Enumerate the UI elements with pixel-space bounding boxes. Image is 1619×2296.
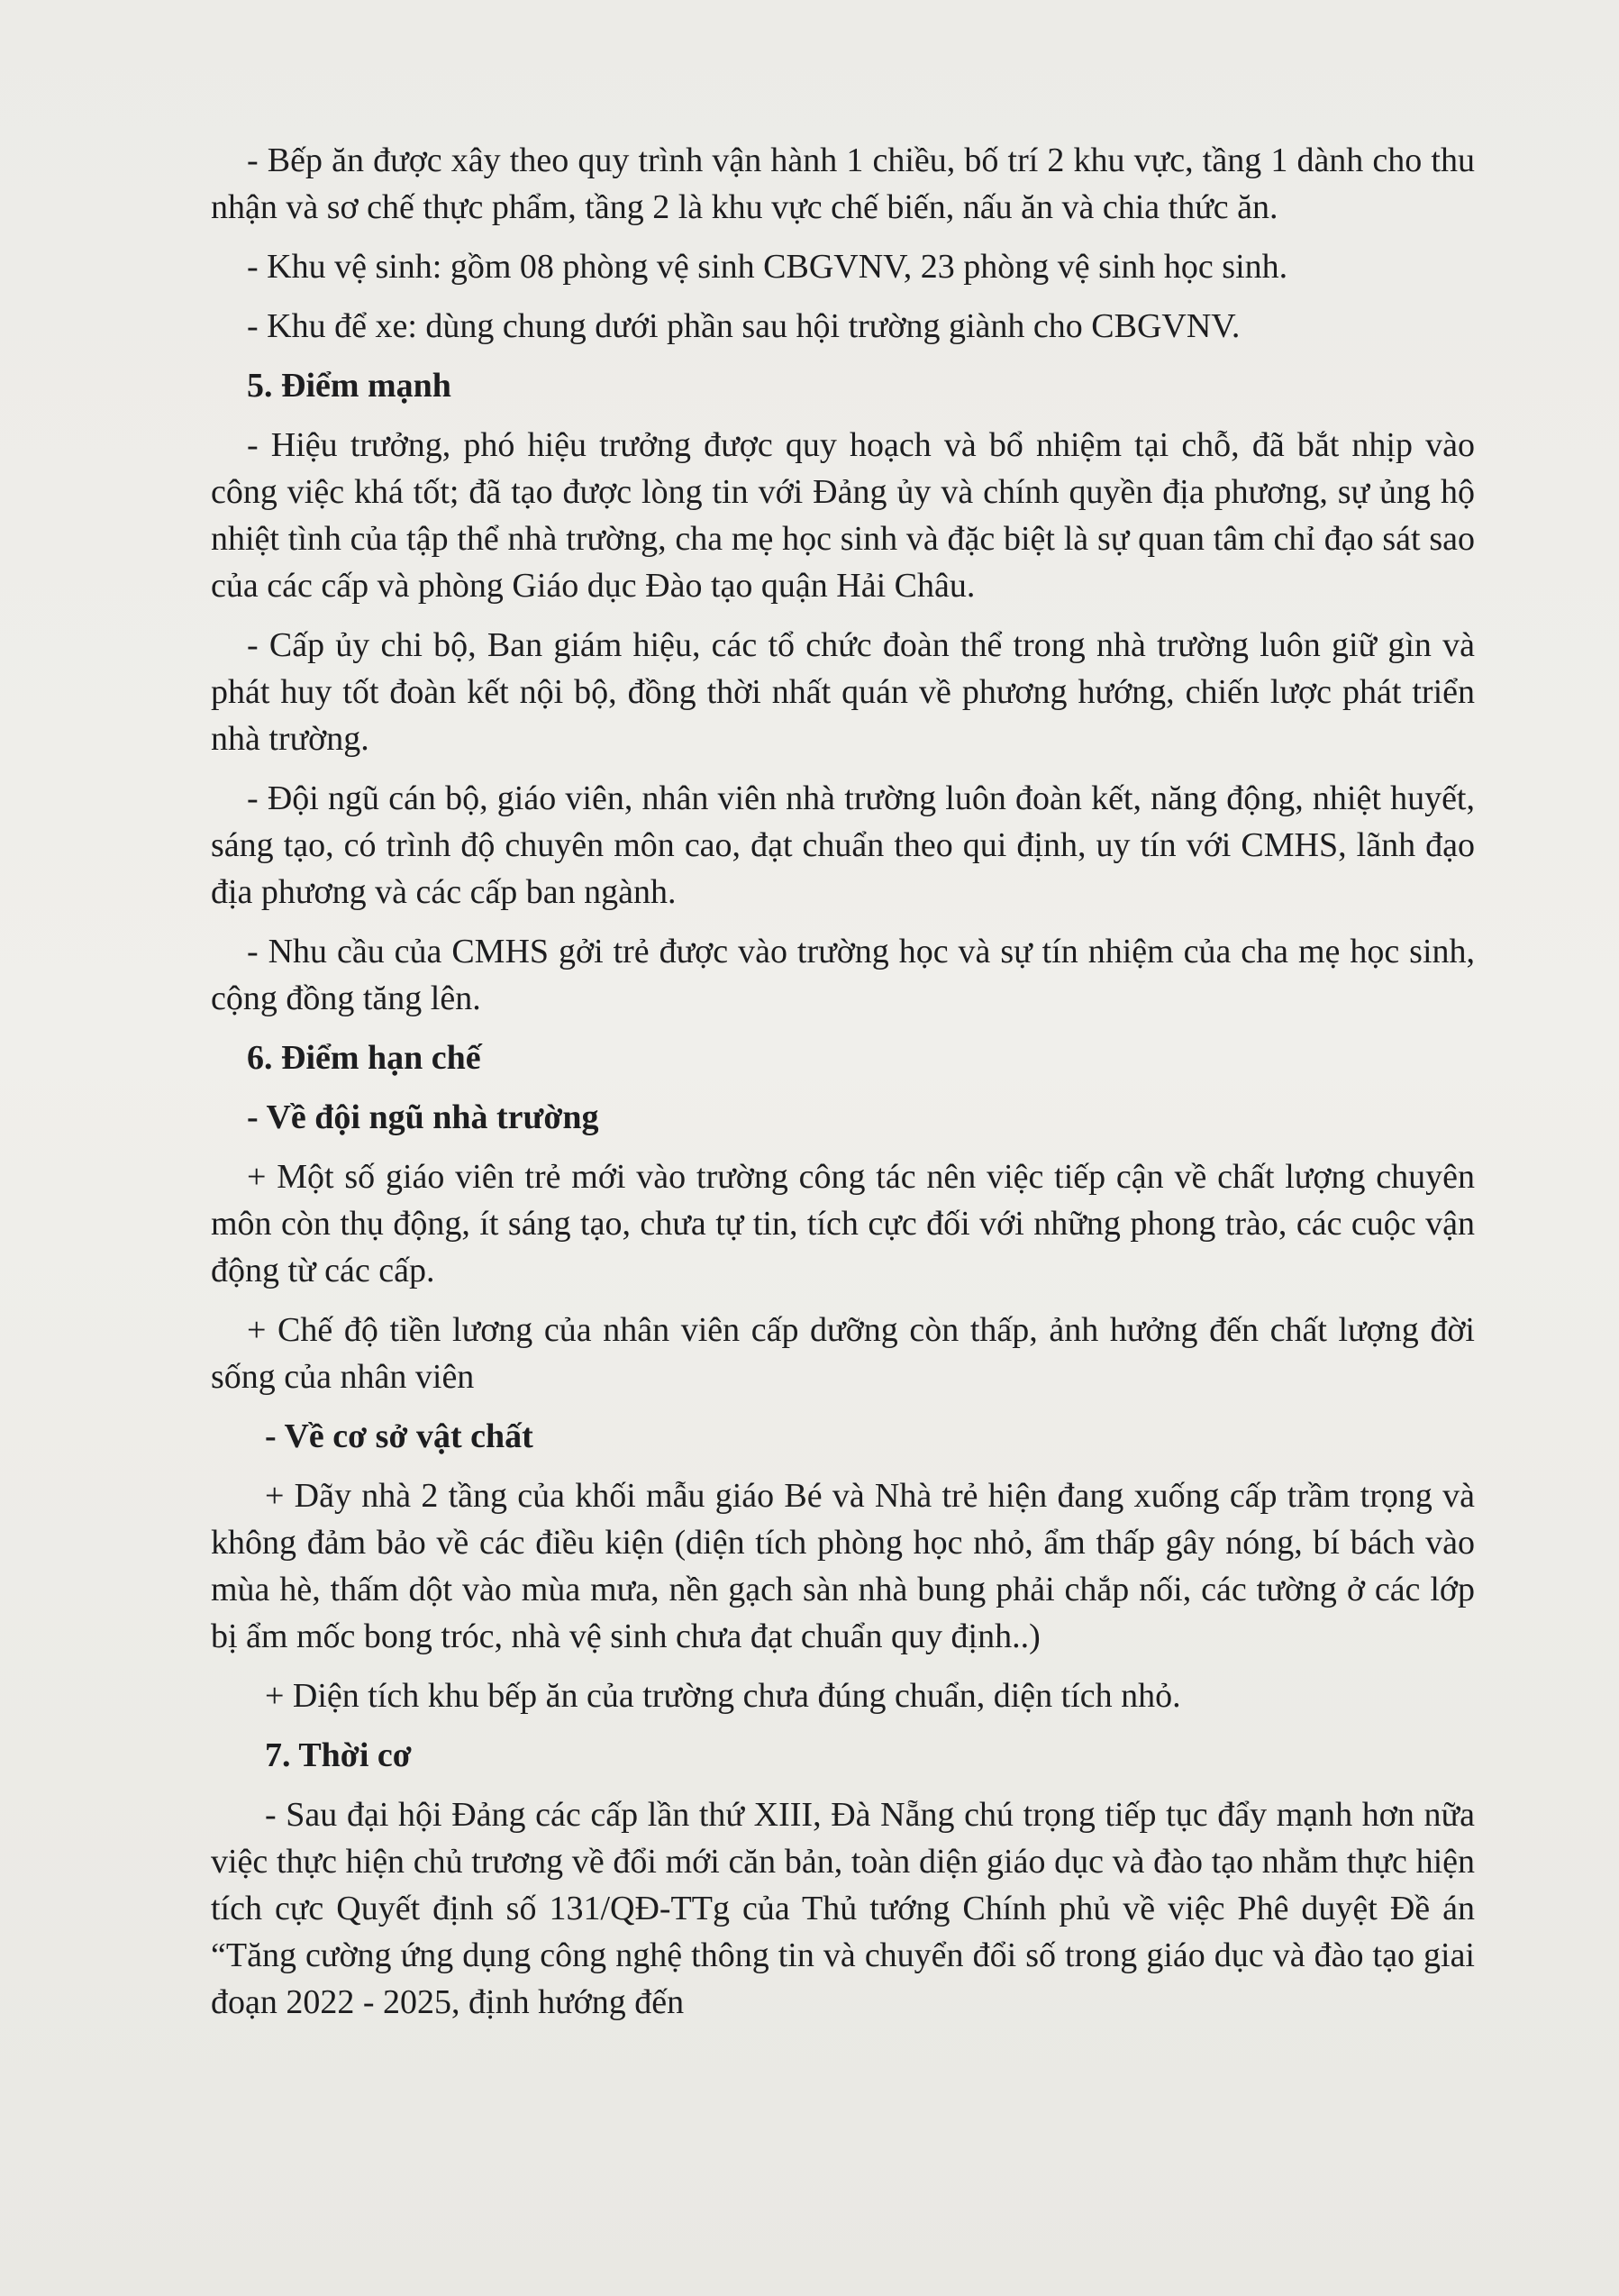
paragraph-strength-demand: - Nhu cầu của CMHS gởi trẻ được vào trường học và sự tín nhiệm của cha mẹ học sinh, cộng đồng tăng lên. xyxy=(211,933,1475,1017)
paragraph-strength-staff: - Đội ngũ cán bộ, giáo viên, nhân viên nhà trường luôn đoàn kết, năng động, nhiệt huyết, sáng tạo, có trình độ chuyên môn cao, đạt chuẩn theo qui định, uy tín với CMHS, lãnh đạo địa phương và các cấp ban ngành. xyxy=(211,779,1475,911)
paragraph-limitation-building: + Dãy nhà 2 tầng của khối mẫu giáo Bé và Nhà trẻ hiện đang xuống cấp trầm trọng và không đảm bảo về các điều kiện (diện tích phòng học nhỏ, ẩm thấp gây nóng, bí bách vào mùa hè, thấm dột vào mùa mưa, nền gạch sàn nhà bung phải chắp nối, các tường ở các lớp bị ẩm mốc bong tróc, nhà vệ sinh chưa đạt chuẩn quy định..) xyxy=(211,1477,1475,1655)
heading-limitations-staff: - Về đội ngũ nhà trường xyxy=(247,1098,599,1136)
paragraph-restrooms: - Khu vệ sinh: gồm 08 phòng vệ sinh CBGVNV, 23 phòng vệ sinh học sinh. xyxy=(247,248,1288,286)
heading-opportunities: 7. Thời cơ xyxy=(265,1736,412,1774)
paragraph-opportunity-party-congress: - Sau đại hội Đảng các cấp lần thứ XIII, Đà Nẵng chú trọng tiếp tục đẩy mạnh hơn nữa việc thực hiện chủ trương về đổi mới căn bản, toàn diện giáo dục và đào tạo nhằm thực hiện tích cực Quyết định số 131/QĐ-TTg của Thủ tướng Chính phủ về việc Phê duyệt Đề án “Tăng cường ứng dụng công nghệ thông tin và chuyển đổi số trong giáo dục và đào tạo giai đoạn 2022 - 2025, định hướng đến xyxy=(211,1796,1475,2021)
heading-strengths: 5. Điểm mạnh xyxy=(247,367,451,405)
paragraph-parking: - Khu để xe: dùng chung dưới phần sau hội trường giành cho CBGVNV. xyxy=(247,307,1241,345)
heading-limitations-facilities: - Về cơ sở vật chất xyxy=(265,1417,533,1455)
heading-limitations: 6. Điểm hạn chế xyxy=(247,1039,481,1077)
paragraph-limitation-salary: + Chế độ tiền lương của nhân viên cấp dưỡng còn thấp, ảnh hưởng đến chất lượng đời sống của nhân viên xyxy=(211,1311,1475,1396)
paragraph-limitation-kitchen-area: + Diện tích khu bếp ăn của trường chưa đúng chuẩn, diện tích nhỏ. xyxy=(265,1677,1181,1715)
paragraph-strength-leadership: - Hiệu trưởng, phó hiệu trưởng được quy hoạch và bổ nhiệm tại chỗ, đã bắt nhịp vào công việc khá tốt; đã tạo được lòng tin với Đảng ủy và chính quyền địa phương, sự ủng hộ nhiệt tình của tập thể nhà trường, cha mẹ học sinh và đặc biệt là sự quan tâm chỉ đạo sát sao của các cấp và phòng Giáo dục Đào tạo quận Hải Châu. xyxy=(211,426,1475,605)
paragraph-kitchen: - Bếp ăn được xây theo quy trình vận hành 1 chiều, bố trí 2 khu vực, tầng 1 dành cho thu nhận và sơ chế thực phẩm, tầng 2 là khu vực chế biến, nấu ăn và chia thức ăn. xyxy=(211,141,1475,226)
paragraph-strength-unity: - Cấp ủy chi bộ, Ban giám hiệu, các tổ chức đoàn thể trong nhà trường luôn giữ gìn và phát huy tốt đoàn kết nội bộ, đồng thời nhất quán về phương hướng, chiến lược phát triển nhà trường. xyxy=(211,626,1475,758)
paragraph-limitation-young-teachers: + Một số giáo viên trẻ mới vào trường công tác nên việc tiếp cận về chất lượng chuyên môn còn thụ động, ít sáng tạo, chưa tự tin, tích cực đối với những phong trào, các cuộc vận động từ các cấp. xyxy=(211,1158,1475,1289)
